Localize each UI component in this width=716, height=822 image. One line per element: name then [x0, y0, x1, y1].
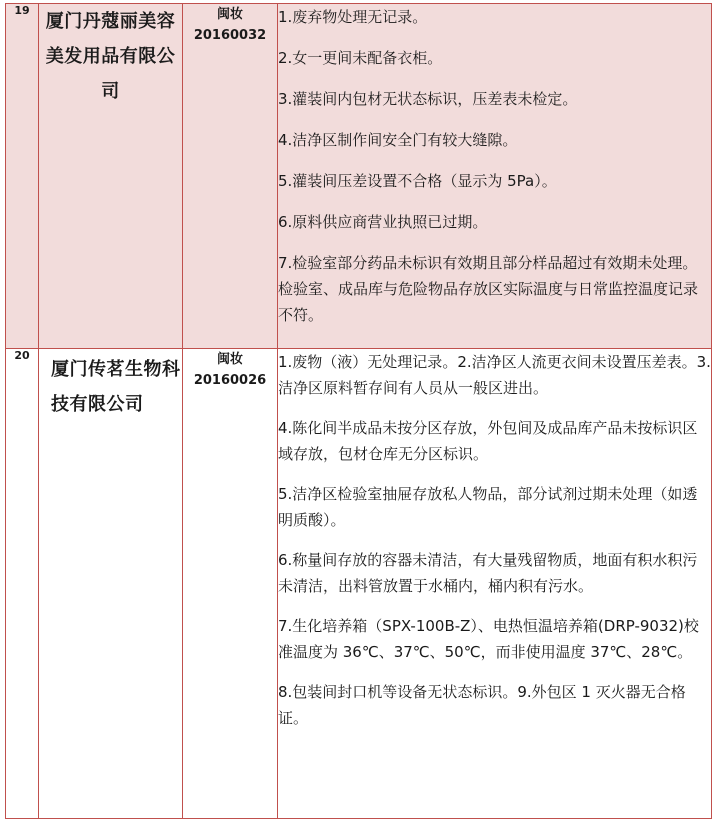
- license-code-label: 闽妆: [216, 352, 243, 367]
- company-name: [39, 349, 183, 819]
- issue-item: 8.包装间封口机等设备无状态标识。9.外包区 1 灭火器无合格证。: [278, 683, 686, 727]
- license-code: [183, 4, 278, 349]
- inspection-table: [5, 3, 712, 819]
- issue-item: 7.检验室部分药品未标识有效期且部分样品超过有效期未处理。检验室、成品库与危险物品存放区实际温度与日常监控温度记录不符。: [278, 254, 699, 324]
- issue-item: 4.洁净区制作间安全门有较大缝隙。: [278, 131, 518, 149]
- issue-list: [278, 4, 712, 349]
- row-number: 20: [6, 349, 39, 819]
- license-code: [183, 349, 278, 819]
- table-row: [6, 349, 712, 819]
- issue-list: [278, 349, 712, 819]
- issue-item: 5.洁净区检验室抽屉存放私人物品，部分试剂过期未处理（如透明质酸）。: [278, 485, 698, 529]
- issue-item: 4.陈化间半成品未按分区存放，外包间及成品库产品未按标识区域存放，包材仓库无分区标识。: [278, 419, 698, 463]
- company-name-text: 厦门丹蔻丽美容美发用品有限公司: [45, 11, 176, 102]
- issue-item: 2.女一更间未配备衣柜。: [278, 49, 443, 67]
- company-name: [39, 4, 183, 349]
- issue-item: 7.生化培养箱（SPX-100B-Z）、电热恒温培养箱(DRP-9032)校准温度为 36℃、37℃、50℃，而非使用温度 37℃、28℃。: [278, 617, 699, 661]
- issue-item: 5.灌装间压差设置不合格（显示为 5Pa）。: [278, 172, 557, 190]
- issue-item: 6.称量间存放的容器未清洁，有大量残留物质，地面有积水积污未清洁，出料管放置于水桶内，桶内积有污水。: [278, 551, 698, 595]
- license-code-value: 20160026: [193, 373, 267, 388]
- license-code-label: 闽妆: [216, 7, 243, 22]
- issue-item: 1.废物（液）无处理记录。2.洁净区人流更衣间未设置压差表。3.洁净区原料暂存间有人员从一般区进出。: [278, 353, 711, 397]
- table-row: [6, 4, 712, 349]
- issue-item: 6.原料供应商营业执照已过期。: [278, 213, 488, 231]
- issue-item: 1.废弃物处理无记录。: [278, 8, 428, 26]
- company-name-text: 厦门传茗生物科技有限公司: [51, 359, 181, 415]
- license-code-value: 20160032: [193, 28, 267, 43]
- issue-item: 3.灌装间内包材无状态标识，压差表未检定。: [278, 90, 578, 108]
- row-number: 19: [6, 4, 39, 349]
